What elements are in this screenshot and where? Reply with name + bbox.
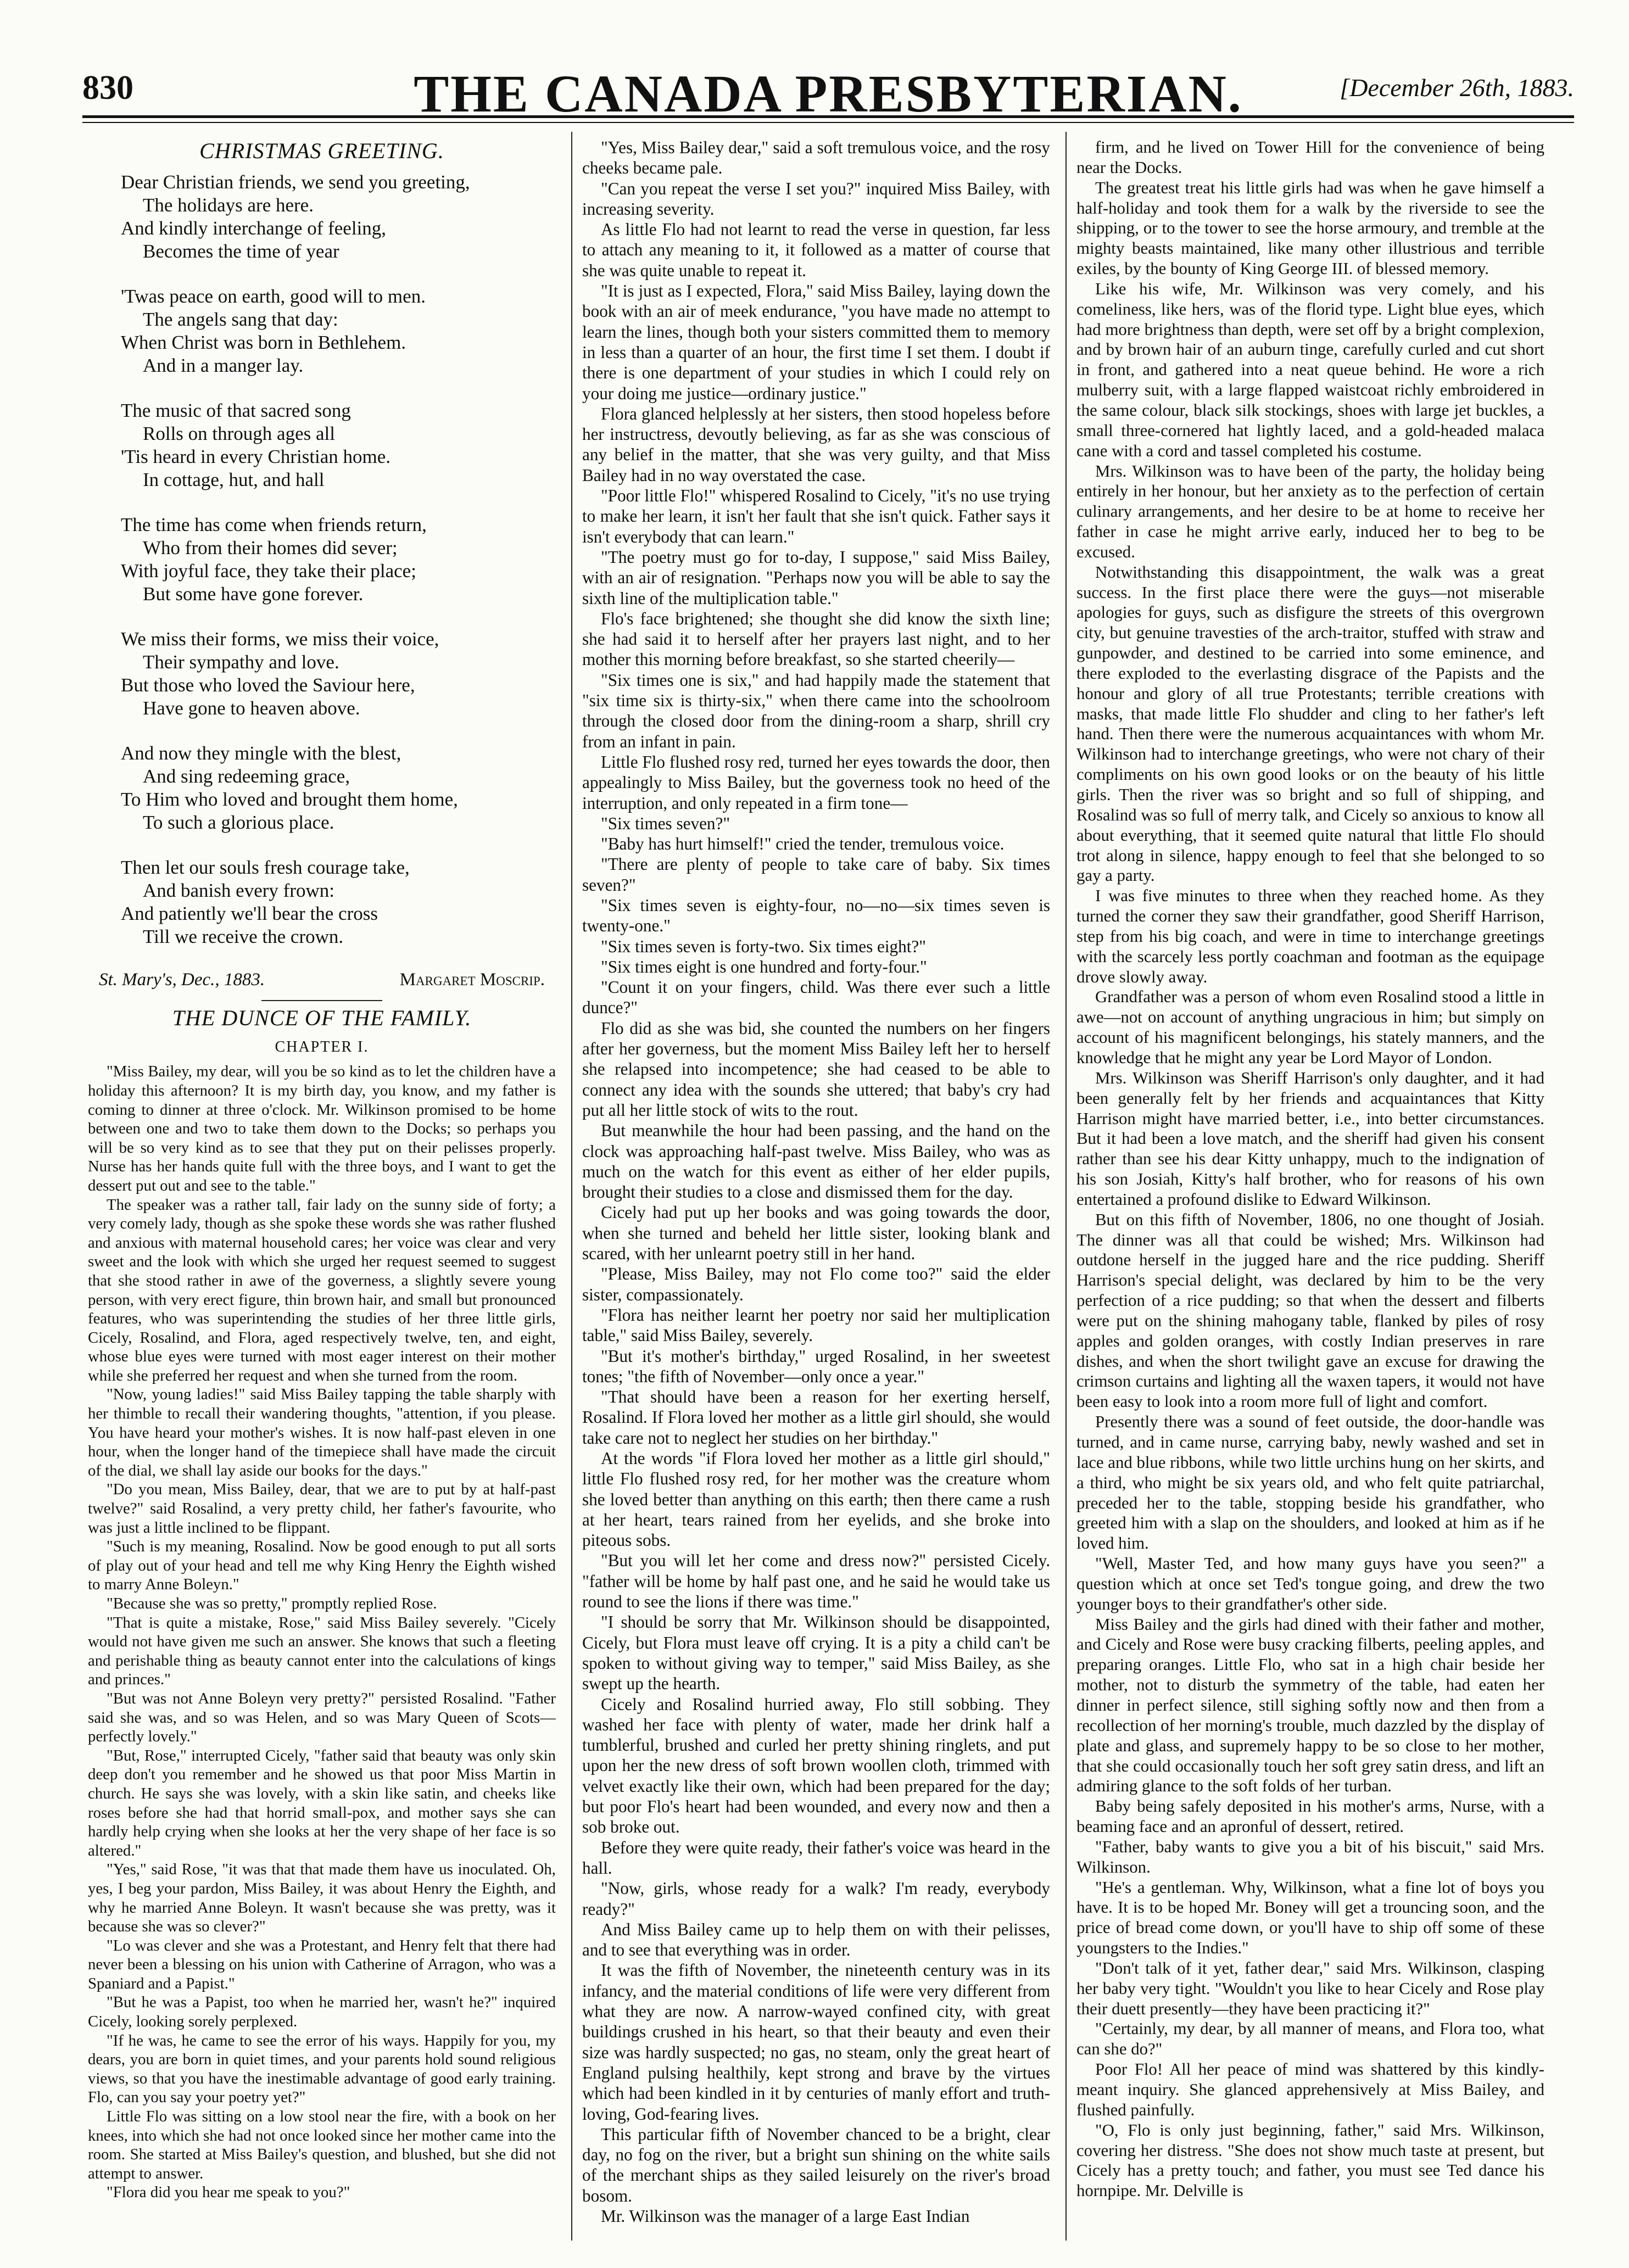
- story-paragraph: "Father, baby wants to give you a bit of his biscuit," said Mrs. Wilkinson.: [1076, 1837, 1544, 1876]
- poem-stanza: [121, 513, 556, 606]
- poem-line: 'Tis heard in every Christian home.: [121, 445, 391, 467]
- poem-title: CHRISTMAS GREETING.: [199, 138, 444, 163]
- poem-line: And kindly interchange of feeling,: [121, 217, 387, 239]
- masthead: [82, 52, 1574, 123]
- story-paragraph: "It is just as I expected, Flora," said Miss Bailey, laying down the book with an air of meek endurance, "you have made no attempt to learn the lines, though both your sisters committed them to memory in less than a quarter of an hour, the first time I set them. I doubt if there is one department of your studies in which I could rely on your doing me justice—ordinary justice.": [582, 281, 1050, 403]
- story-paragraph: Presently there was a sound of feet outside, the door-handle was turned, and in came nurse, carrying baby, newly washed and set in lace and blue ribbons, while two little urchins hung on her skirts, and a third, who might be six years old, and who felt quite patriarchal, preceded her to the table, stopping beside his grandfather, who greeted him with a slap on the shoulders, and looked at him as if he loved him.: [1076, 1412, 1544, 1553]
- story-paragraph: Cicely and Rosalind hurried away, Flo still sobbing. They washed her face with plenty of water, made her drink half a tumblerful, brushed and curled her pretty shining ringlets, and put upon her the new dress of soft brown woollen cloth, trimmed with velvet exactly like their own, which had been prepared for the day; but poor Flo's heart had been wounded, and every now and then a sob broke out.: [582, 1694, 1050, 1837]
- poem-line: To Him who loved and brought them home,: [121, 788, 458, 810]
- story-paragraph: Mrs. Wilkinson was to have been of the party, the holiday being entirely in her honour, but her anxiety as to the perfection of certain culinary arrangements, and her desire to be at home to receive her father in case he might arrive early, induced her to beg to be excused.: [1076, 461, 1544, 561]
- story-paragraph: Miss Bailey and the girls had dined with their father and mother, and Cicely and Rose were busy cracking filberts, peeling apples, and preparing oranges. Little Flo, who sat in a high chair beside her mother, not to disturb the symmetry of the table, had eaten her dinner in perfect silence, still sighing softly now and then from a recollection of her morning's trouble, much dazzled by the display of plate and glass, and supremely happy to be so close to her mother, that she could occasionally touch her soft grey satin dress, and lift an admiring glance to the soft folds of her turban.: [1076, 1615, 1544, 1796]
- story-paragraph: "Don't talk of it yet, father dear," said Mrs. Wilkinson, clasping her baby very tight. "Wouldn't you like to hear Cicely and Rose play their duett presently—they have been practicing it?": [1076, 1958, 1544, 2018]
- story-title: THE DUNCE OF THE FAMILY.: [172, 1005, 472, 1031]
- column-divider: [1065, 132, 1067, 2241]
- poem-author: Margaret Moscrip.: [399, 969, 545, 990]
- story-paragraph: "Flora has neither learnt her poetry nor said her multiplication table," said Miss Bailey, severely.: [582, 1305, 1050, 1345]
- story-paragraph: "Miss Bailey, my dear, will you be so kind as to let the children have a holiday this afternoon? It is my birth day, you know, and my father is coming to dinner at three o'clock. Mr. Wilkinson promised to be home between one and two to take them down to the Docks; so perhaps you will be so very kind as to see that they put on their pelisses properly. Nurse has her hands quite full with the three boys, and I want to get the dessert put out and see to the table.": [88, 1063, 556, 1194]
- column-3: [1076, 137, 1544, 2235]
- story-paragraph: It was the fifth of November, the nineteenth century was in its infancy, and the material conditions of life were very different from what they are now. A narrow-wayed confined city, with great buildings crushed in his heart, so that their beauty and even their size was hardly suspected; no gas, no steam, only the great heart of England pulsing healthily, kept strong and brave by the virtues which had been kindled in it by centuries of manly effort and truth-loving, God-fearing lives.: [582, 1960, 1050, 2124]
- poem-line: Rolls on through ages all: [143, 422, 335, 444]
- poem-line: Becomes the time of year: [143, 240, 339, 262]
- story-paragraph: I was five minutes to three when they reached home. As they turned the corner they saw their grandfather, good Sheriff Harrison, step from his big coach, and were in time to interchange greetings with the scarcely less portly coachman and footman as the equipage drove slowly away.: [1076, 886, 1544, 986]
- story-paragraph: "Please, Miss Bailey, may not Flo come too?" said the elder sister, compassionately.: [582, 1264, 1050, 1304]
- poem-stanza: [121, 171, 556, 263]
- story-paragraph: "Six times seven?": [601, 813, 730, 833]
- story-paragraph: "If he was, he came to see the error of his ways. Happily for you, my dears, you are born in quiet times, and your parents hold sound religious views, so that you have the inestimable advantage of good early training. Flo, can you say your poetry yet?": [88, 2031, 556, 2107]
- story-paragraph: "Six times eight is one hundred and forty-four.": [601, 957, 927, 976]
- story-paragraph: Before they were quite ready, their father's voice was heard in the hall.: [582, 1837, 1050, 1878]
- story-paragraph: Mrs. Wilkinson was Sheriff Harrison's only daughter, and it had been generally felt by her friends and acquaintances that Kitty Harrison might have married better, i.e., into better circumstances. But it had been a love match, and the sheriff had given his consent rather than see his dear Kitty unhappy, much to the indignation of his son Josiah, Kitty's half brother, who for reasons of his own entertained a profound dislike to Edward Wilkinson.: [1076, 1068, 1544, 1209]
- poem-line: To such a glorious place.: [143, 811, 334, 833]
- story-paragraph: "Baby has hurt himself!" cried the tender, tremulous voice.: [601, 834, 1005, 854]
- story-paragraph: Flo's face brightened; she thought she did know the sixth line; she had said it to herself after her prayers last night, and to her mother this morning before breakfast, so she started cheerily—: [582, 608, 1050, 669]
- story-paragraph: "Lo was clever and she was a Protestant, and Henry felt that there had never been a blessing on his union with Catherine of Arragon, who was a Spaniard and a Papist.": [88, 1936, 556, 1992]
- poem-line: Who from their homes did sever;: [143, 537, 398, 558]
- story-paragraph: "Poor little Flo!" whispered Rosalind to Cicely, "it's no use trying to make her learn, it isn't her fault that she isn't quick. Father says it isn't everybody that can learn.": [582, 486, 1050, 546]
- story-paragraph: Little Flo flushed rosy red, turned her eyes towards the door, then appealingly to Miss Bailey, but the governess took no heed of the interruption, and only repeated in a firm tone—: [582, 752, 1050, 813]
- poem-line: Have gone to heaven above.: [143, 697, 360, 719]
- story-paragraph: But on this fifth of November, 1806, no one thought of Josiah. The dinner was all that could be wished; Mrs. Wilkinson had outdone herself in the jugged hare and the rice pudding. Sheriff Harrison's special delight, was declared by him to be the very perfection of a rice pudding; so that when the dessert and filberts were put on the shining mahogany table, flanked by piles of rosy apples and golden oranges, with costly Indian preserves in rare dishes, and when the short twilight gave an excuse for drawing the crimson curtains and lighting all the waxen tapers, it would not have been easy to look into a room more full of light and comfort.: [1076, 1210, 1544, 1411]
- story-paragraph: "Yes, Miss Bailey dear," said a soft tremulous voice, and the rosy cheeks became pale.: [582, 138, 1050, 178]
- story-paragraph: And Miss Bailey came up to help them on with their pelisses, and to see that everything was in order.: [582, 1919, 1050, 1960]
- story-text-col3: [1076, 137, 1544, 2201]
- story-paragraph: "But was not Anne Boleyn very pretty?" persisted Rosalind. "Father said she was, and so was Helen, and so was Mary Queen of Scots—perfectly lovely.": [88, 1689, 556, 1746]
- poem-line: And in a manger lay.: [143, 354, 304, 376]
- story-paragraph: "But it's mother's birthday," urged Rosalind, in her sweetest tones; "the fifth of November—only once a year.": [582, 1346, 1050, 1386]
- page-number: 830: [82, 69, 133, 107]
- poem-stanza: [121, 856, 556, 948]
- poem-stanza: [121, 742, 556, 834]
- story-paragraph: Grandfather was a person of whom even Rosalind stood a little in awe—not on account of anything ungracious in him; but simply on account of his magnificent belongings, his stately manners, and the knowledge that he might any year be Lord Mayor of London.: [1076, 987, 1544, 1067]
- story-paragraph: As little Flo had not learnt to read the verse in question, far less to attach any meaning to it, it followed as a matter of course that she was quite unable to repeat it.: [582, 220, 1050, 280]
- story-paragraph: Mr. Wilkinson was the manager of a large East Indian: [601, 2206, 970, 2226]
- story-paragraph: At the words "if Flora loved her mother as a little girl should," little Flo flushed rosy red, for her mother was the creature whom she loved better than anything on this earth; then there came a rush at her heart, tears rained from her eyelids, and she broke into piteous sobs.: [582, 1449, 1050, 1550]
- poem-line: And patiently we'll bear the cross: [121, 902, 378, 924]
- section-divider: [261, 1000, 382, 1001]
- story-paragraph: Notwithstanding this disappointment, the walk was a great success. In the first place there were the guys—not miserable apologies for guys, such as disfigure the streets of this overgrown city, but genuine travesties of the arch-traitor, stuffed with straw and gunpowder, and destined to be carried into some eminence, and there exploded to the everlasting disgrace of the Papists and the honour and glory of all true Protestants; terrible creations with masks, that made little Flo shudder and cling to her father's left hand. Then there were the numerous acquaintances with whom Mr. Wilkinson had to interchange greetings, who were not chary of their compliments on his own good looks or on the beauty of his little girls. Then the river was so bright and so full of shipping, and Rosalind was so full of merry talk, and Cicely so anxious to know all about everything, that it seemed quite natural that little Flo should trot along in silence, happy enough to feel that she belonged to so gay a party.: [1076, 562, 1544, 885]
- chapter-heading: CHAPTER I.: [275, 1038, 369, 1055]
- story-paragraph: Like his wife, Mr. Wilkinson was very comely, and his comeliness, like hers, was of the florid type. Light blue eyes, which had more brightness than depth, were set off by a bright complexion, and by brown hair of an auburn tinge, carefully curled and cut short in front, and gathered into a neat queue behind. He wore a rich mulberry suit, with a large flapped waistcoat richly embroidered in the same colour, black silk stockings, shoes with large jet buckles, a small three-cornered hat lightly laced, and a gold-headed malaca cane with a cord and tassel completed his costume.: [1076, 279, 1544, 460]
- poem-line: When Christ was born in Bethlehem.: [121, 331, 406, 353]
- story-text-col1: [88, 1062, 556, 2202]
- masthead-rule-thin: [82, 122, 1574, 123]
- story-paragraph: "Six times seven is forty-two. Six times eight?": [601, 936, 926, 956]
- story-paragraph: "Such is my meaning, Rosalind. Now be good enough to put all sorts of play out of your head and tell me why King Henry the Eighth wished to marry Anne Boleyn.": [88, 1538, 556, 1594]
- poem-line: Till we receive the crown.: [143, 925, 344, 947]
- story-paragraph: "Count it on your fingers, child. Was there ever such a little dunce?": [582, 977, 1050, 1018]
- story-paragraph: "Flora did you hear me speak to you?": [107, 2183, 350, 2202]
- story-paragraph: "That is quite a mistake, Rose," said Miss Bailey severely. "Cicely would not have given me such an answer. She knows that such a fleeting and perishable thing as beauty cannot enter into the calculations of kings and princes.": [88, 1613, 556, 1689]
- poem-stanza: [121, 628, 556, 720]
- story-paragraph: The speaker was a rather tall, fair lady on the sunny side of forty; a very comely lady, though as she spoke these words she was rather flushed and anxious with maternal household cares; her voice was clear and very sweet and the look with which she urged her request seemed to suggest that she stood rather in awe of the governess, a slightly severe young person, with very erect figure, thin brown hair, and small but pronounced features, who was superintending the studies of her three little girls, Cicely, Rosalind, and Flora, aged respectively twelve, ten, and eight, whose blue eyes were turned with most eager interest on their mother while she preferred her request and when she turned from the room.: [88, 1196, 556, 1384]
- story-paragraph: Little Flo was sitting on a low stool near the fire, with a book on her knees, into which she had not once looked since her mother came into the room. She started at Miss Bailey's question, and blushed, but she did not attempt to answer.: [88, 2108, 556, 2182]
- issue-date: [December 26th, 1883.: [1340, 74, 1574, 102]
- story-paragraph: "But you will let her come and dress now?" persisted Cicely. "father will be home by half past one, and he said he would take us round to see the lions if there was time.": [582, 1551, 1050, 1612]
- column-2: [582, 137, 1050, 2235]
- story-paragraph: "He's a gentleman. Why, Wilkinson, what a fine lot of boys you have. It is to be hoped Mr. Boney will get a trouncing soon, and the price of bread come down, or you'll have to ship off some of these youngsters to the Indies.": [1076, 1878, 1544, 1958]
- story-paragraph: "Certainly, my dear, by all manner of means, and Flora too, what can she do?": [1076, 2019, 1544, 2059]
- poem-line: Their sympathy and love.: [143, 651, 339, 673]
- story-paragraph: "I should be sorry that Mr. Wilkinson should be disappointed, Cicely, but Flora must leave off crying. It is a pity a child can't be spoken to without giving way to temper," said Miss Bailey, as she swept up the hearth.: [582, 1612, 1050, 1694]
- story-paragraph: This particular fifth of November chanced to be a bright, clear day, no fog on the river, but a bright sun shining on the white sails of the merchant ships as they sailed leisurely on the river's broad bosom.: [582, 2124, 1050, 2205]
- poem-line: The music of that sacred song: [121, 399, 351, 421]
- poem-line: And now they mingle with the blest,: [121, 742, 401, 764]
- column-1: [88, 137, 556, 2235]
- story-paragraph: Flo did as she was bid, she counted the numbers on her fingers after her governess, but the moment Miss Bailey left her to herself she relapsed into incompetence; she had ceased to be able to connect any idea with the sounds she uttered; that baby's cry had put all her little stock of wits to the rout.: [582, 1018, 1050, 1120]
- story-paragraph: But meanwhile the hour had been passing, and the hand on the clock was approaching half-past twelve. Miss Bailey, who was as much on the watch for this event as either of her elder pupils, brought their studies to a close and dismissed them for the day.: [582, 1121, 1050, 1202]
- poem-signature: [99, 970, 545, 990]
- story-paragraph: "But he was a Papist, too when he married her, wasn't he?" inquired Cicely, looking sorely perplexed.: [88, 1993, 556, 2031]
- poem-line: And sing redeeming grace,: [143, 765, 350, 787]
- poem-line: 'Twas peace on earth, good will to men.: [121, 285, 426, 307]
- story-paragraph: "Can you repeat the verse I set you?" inquired Miss Bailey, with increasing severity.: [582, 178, 1050, 219]
- poem-line: But some have gone forever.: [143, 583, 364, 605]
- poem-line: With joyful face, they take their place;: [121, 560, 416, 582]
- story-paragraph: "But, Rose," interrupted Cicely, "father said that beauty was only skin deep don't you remember and he showed us that poor Miss Martin in church. He says she was lovely, with a skin like satin, and cheeks like roses before she had that horrid small-pox, and mother says she can hardly help crying when she looks at her the very shape of her face is so altered.": [88, 1746, 556, 1859]
- story-paragraph: "Because she was so pretty," promptly replied Rose.: [107, 1595, 437, 1612]
- story-paragraph: "Well, Master Ted, and how many guys have you seen?" a question which at once set Ted's tongue going, and drew the two younger boys to their grandfather's other side.: [1076, 1554, 1544, 1613]
- poem-line: Dear Christian friends, we send you greeting,: [121, 171, 470, 193]
- story-paragraph: The greatest treat his little girls had was when he gave himself a half-holiday and took them for a walk by the riverside to see the shipping, or to the tower to see the horse armoury, and tremble at the mighty beasts maintained, like many other illustrious and terrible exiles, by the bounty of King George III. of blessed memory.: [1076, 178, 1544, 278]
- story-paragraph: "Six times seven is eighty-four, no—no—six times seven is twenty-one.": [582, 895, 1050, 936]
- story-paragraph: "Yes," said Rose, "it was that that made them have us inoculated. Oh, yes, I beg your pardon, Miss Bailey, it was about Henry the Eighth, and why he married Anne Boleyn. It wasn't because she was pretty, was it because she was so clever?": [88, 1861, 556, 1936]
- column-divider: [571, 132, 572, 2241]
- story-paragraph: Cicely had put up her books and was going towards the door, when she turned and beheld her little sister, looking blank and scared, with her unlearnt poetry still in her hand.: [582, 1203, 1050, 1264]
- poem-body: [88, 171, 556, 948]
- masthead-rule: [82, 115, 1574, 118]
- poem-stanza: [121, 399, 556, 491]
- poem-line: We miss their forms, we miss their voice,: [121, 628, 439, 650]
- poem-stanza: [121, 285, 556, 377]
- story-paragraph: "Do you mean, Miss Bailey, dear, that we are to put by at half-past twelve?" said Rosalind, a very pretty child, her father's favourite, who was just a little inclined to be flippant.: [88, 1481, 556, 1537]
- story-paragraph: "The poetry must go for to-day, I suppose," said Miss Bailey, with an air of resignation. "Perhaps now you will be able to say the sixth line of the multiplication table.": [582, 547, 1050, 608]
- poem-line: But those who loved the Saviour here,: [121, 674, 415, 696]
- story-paragraph: Poor Flo! All her peace of mind was shattered by this kindly-meant inquiry. She glanced apprehensively at Miss Bailey, and flushed painfully.: [1076, 2060, 1544, 2119]
- poem-line: Then let our souls fresh courage take,: [121, 856, 410, 878]
- poem-line: The holidays are here.: [143, 194, 314, 216]
- poem-line: The time has come when friends return,: [121, 513, 427, 535]
- story-paragraph: "Now, girls, whose ready for a walk? I'm ready, everybody ready?": [582, 1879, 1050, 1919]
- poem-line: The angels sang that day:: [143, 308, 338, 330]
- poem-line: In cottage, hut, and hall: [143, 468, 325, 490]
- story-paragraph: firm, and he lived on Tower Hill for the convenience of being near the Docks.: [1076, 138, 1544, 177]
- poem-place-date: St. Mary's, Dec., 1883.: [99, 969, 265, 990]
- story-paragraph: "Now, young ladies!" said Miss Bailey tapping the table sharply with her thimble to recall their wandering thoughts, "attention, if you please. You have heard your mother's wishes. It is now half-past eleven in one hour, when the longer hand of the timepiece shall have made the circuit of the dial, we shall lay aside our books for the days.": [88, 1386, 556, 1479]
- story-paragraph: "There are plenty of people to take care of baby. Six times seven?": [582, 854, 1050, 895]
- story-paragraph: Flora glanced helplessly at her sisters, then stood hopeless before her instructress, devoutly believing, as far as she was conscious of any belief in the matter, that she was very guilty, and that Miss Bailey had in no way overstated the case.: [582, 404, 1050, 485]
- poem-line: And banish every frown:: [143, 879, 334, 901]
- newspaper-title: THE CANADA PRESBYTERIAN.: [414, 64, 1243, 123]
- story-text-col2: [582, 137, 1050, 2226]
- story-paragraph: "O, Flo is only just beginning, father," said Mrs. Wilkinson, covering her distress. "She does not show much taste at present, but Cicely has a pretty touch; and father, you must see Ted dance his hornpipe. Mr. Delville is: [1076, 2120, 1544, 2200]
- story-paragraph: "Six times one is six," and had happily made the statement that "six time six is thirty-six," when there came into the schoolroom through the closed door from the dining-room a sharp, shrill cry from an infant in pain.: [582, 670, 1050, 751]
- story-paragraph: Baby being safely deposited in his mother's arms, Nurse, with a beaming face and an apronful of dessert, retired.: [1076, 1797, 1544, 1836]
- story-paragraph: "That should have been a reason for her exerting herself, Rosalind. If Flora loved her mother as a little girl should, she would take care not to neglect her studies on her birthday.": [582, 1387, 1050, 1448]
